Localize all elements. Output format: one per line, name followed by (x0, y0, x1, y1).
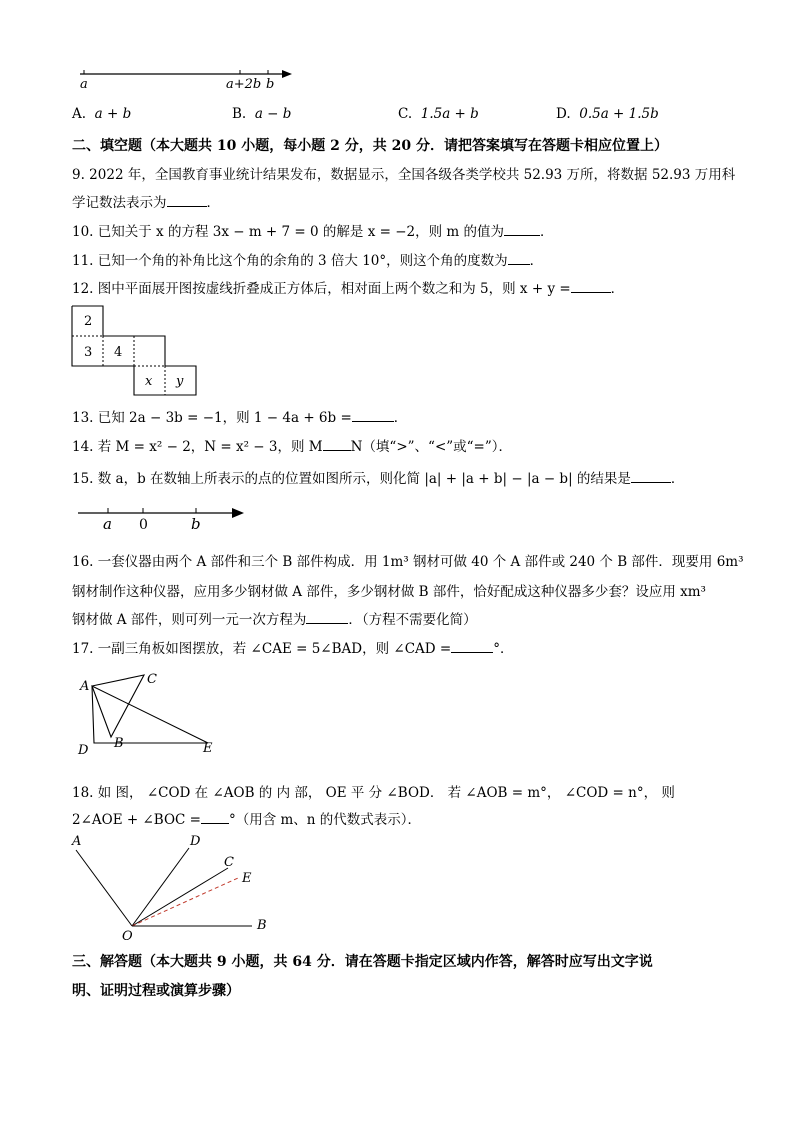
q18-label-D: D (190, 834, 201, 849)
q10: 10. 已知关于 x 的方程 3x − m + 7 = 0 的解是 x = −2，则 m 的值为 ． (72, 224, 554, 240)
q15-label-0: 0 (139, 517, 148, 533)
option-d: D. 0.5a + 1.5b (556, 106, 659, 122)
q15: 15. 数 a，b 在数轴上所表示的点的位置如图所示，则化简 |a| + |a + b| − |a − b| 的结果是 ． (72, 471, 685, 487)
option-a: A. a + b (72, 106, 132, 122)
q18-label-C: C (224, 855, 234, 870)
numberline-label-b: b (266, 77, 275, 92)
q15-label-b: b (191, 515, 201, 533)
q17-label-D: D (78, 743, 89, 758)
q13: 13. 已知 2a − 3b = −1，则 1 − 4a + 6b = ． (72, 410, 408, 426)
net-face-2: 2 (84, 314, 93, 329)
q14: 14. 若 M = x² − 2，N = x² − 3，则 M N（填“>”、“<”或“=”）． (72, 439, 513, 455)
numberline-label-a2b: a+2b (226, 77, 262, 92)
net-face-x: x (145, 374, 153, 389)
q18-label-B: B (257, 918, 267, 933)
q12: 12. 图中平面展开图按虚线折叠成正方体后，相对面上两个数之和为 5，则 x + y = ． (72, 281, 625, 297)
q16-line1: 16. 一套仪器由两个 A 部件和三个 B 部件构成．用 1m³ 钢材可做 40 个 A 部件或 240 个 B 部件．现要用 6m³ (72, 554, 744, 570)
option-b: B. a − b (232, 106, 292, 122)
net-face-4: 4 (114, 345, 123, 360)
section3-heading-line2: 明、证明过程或演算步骤） (72, 983, 240, 999)
q18-label-A: A (72, 834, 82, 849)
section2-heading: 二、填空题（本大题共 10 小题，每小题 2 分，共 20 分．请把答案填写在答题卡相应位置上） (72, 138, 668, 154)
numberline-label-a: a (80, 77, 88, 92)
q18-line2: 2∠AOE + ∠BOC = °（用含 m、n 的代数式表示）． (72, 812, 422, 828)
q18-label-E: E (242, 871, 252, 886)
q16-line3: 钢材做 A 部件，则可列一元一次方程为 ．（方程不需要化简） (72, 612, 477, 628)
option-c: C. 1.5a + b (398, 106, 479, 122)
q9-line1: 9. 2022 年，全国教育事业统计结果发布，数据显示，全国各级各类学校共 52.93 万所，将数据 52.93 万用科 (72, 167, 736, 183)
net-face-y: y (176, 374, 184, 389)
section3-heading-line1: 三、解答题（本大题共 9 小题，共 64 分．请在答题卡指定区域内作答，解答时应写出文字说 (72, 954, 653, 970)
q15-label-a: a (103, 515, 112, 533)
q17-label-A: A (80, 679, 90, 694)
q16-line2: 钢材制作这种仪器，应用多少钢材做 A 部件，多少钢材做 B 部件，恰好配成这种仪器多少套？设应用 xm³ (72, 584, 706, 600)
q17-label-C: C (147, 672, 157, 687)
net-face-3: 3 (84, 345, 93, 360)
q17-label-B: B (114, 736, 124, 751)
q18-line1: 18. 如 图， ∠COD 在 ∠AOB 的 内 部， OE 平 分 ∠BOD． 若 ∠AOB = m°， ∠COD = n°， 则 (72, 785, 675, 801)
q17-label-E: E (203, 741, 213, 756)
q18-label-O: O (122, 929, 133, 944)
q9-line2: 学记数法表示为 ． (72, 195, 220, 211)
q17: 17. 一副三角板如图摆放，若 ∠CAE = 5∠BAD，则 ∠CAD = °． (72, 641, 514, 657)
q11: 11. 已知一个角的补角比这个角的余角的 3 倍大 10°，则这个角的度数为 ． (72, 253, 544, 269)
